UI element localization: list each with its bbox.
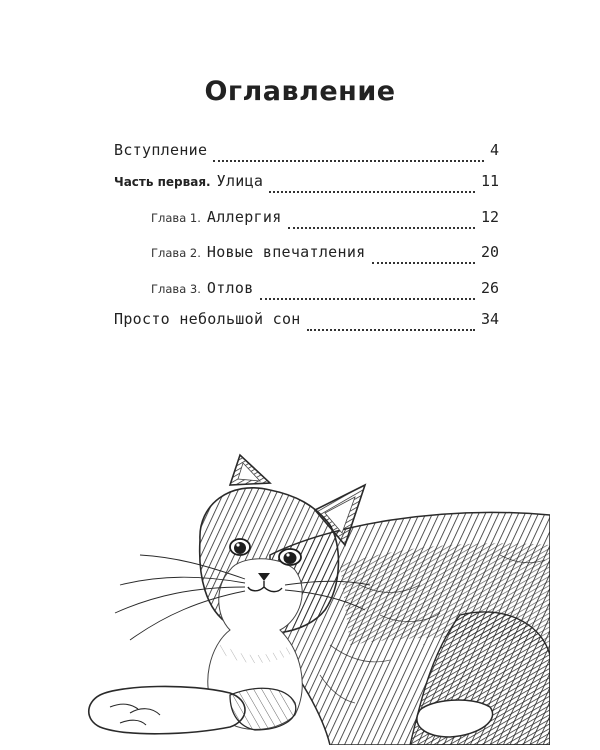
toc-entry-chapter-1[interactable] xyxy=(151,208,499,238)
toc-entry-title: Отлов xyxy=(206,279,254,297)
toc-entry-introduction[interactable] xyxy=(114,141,499,171)
toc-entry-page: 12 xyxy=(480,208,499,226)
toc-entry-page: 4 xyxy=(489,141,499,159)
toc-title: Оглавление xyxy=(204,76,396,107)
toc-entry-title: Новые впечатления xyxy=(206,243,366,261)
toc-entry-title: Вступление xyxy=(114,141,208,159)
dot-leader xyxy=(372,262,475,264)
toc-part-label: Часть первая. xyxy=(114,175,211,189)
dot-leader xyxy=(269,191,475,193)
dot-leader xyxy=(260,298,475,300)
cat-illustration-icon xyxy=(80,445,550,745)
toc-entry-short-dream[interactable] xyxy=(114,310,499,340)
toc-entry-title: Аллергия xyxy=(206,208,282,226)
toc-entry-part-one[interactable] xyxy=(114,172,499,202)
toc-chapter-label: Глава 3. xyxy=(151,282,201,296)
toc-entry-page: 20 xyxy=(480,243,499,261)
dot-leader xyxy=(213,160,484,162)
dot-leader xyxy=(288,227,475,229)
toc-entry-page: 26 xyxy=(480,279,499,297)
toc-entry-page: 34 xyxy=(480,310,499,328)
toc-entry-chapter-2[interactable] xyxy=(151,243,499,273)
dot-leader xyxy=(307,329,475,331)
toc-chapter-label: Глава 1. xyxy=(151,211,201,225)
toc-entry-title: Улица xyxy=(216,172,264,190)
toc-entry-chapter-3[interactable] xyxy=(151,279,499,309)
toc-entry-title: Просто небольшой сон xyxy=(114,310,301,328)
toc-chapter-label: Глава 2. xyxy=(151,246,201,260)
toc-entry-page: 11 xyxy=(480,172,499,190)
